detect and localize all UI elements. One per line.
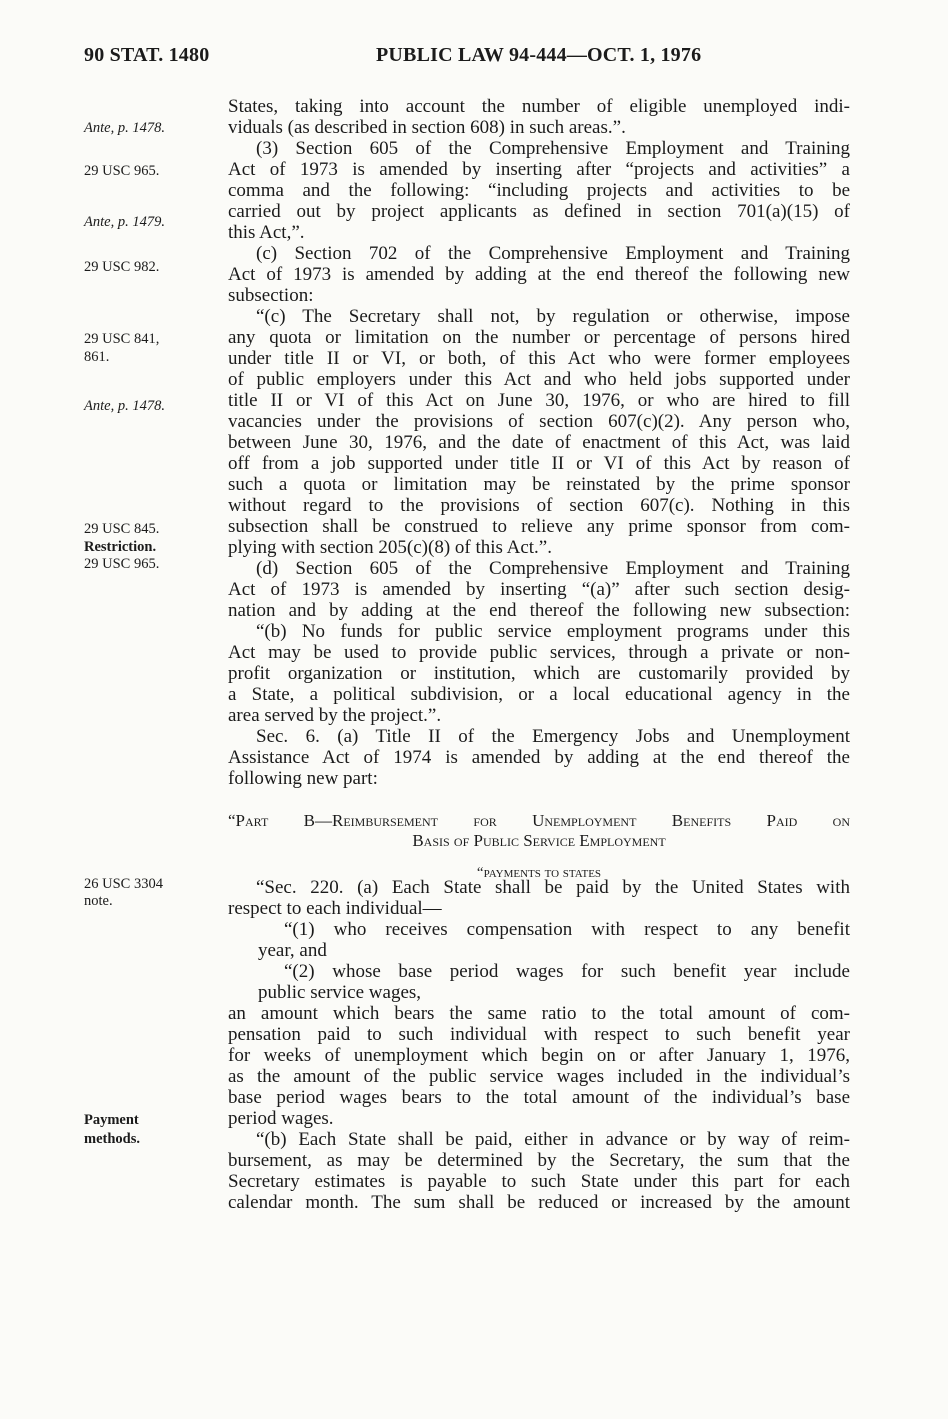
text-line: any quota or limitation on the number or percentage of persons hired <box>228 327 850 348</box>
text-line: viduals (as described in section 608) in such areas.”. <box>228 117 626 138</box>
margin-note: 861. <box>84 349 110 365</box>
text-line: pensation paid to such individual with respect to such benefit year <box>228 1024 850 1045</box>
text-line: “(c) The Secretary shall not, by regulation or otherwise, impose <box>256 306 850 327</box>
running-title: PUBLIC LAW 94-444—OCT. 1, 1976 <box>376 44 702 66</box>
text-line: this Act,”. <box>228 222 305 243</box>
text-line: calendar month. The sum shall be reduced or increased by the amount <box>228 1192 850 1213</box>
text-line: following new part: <box>228 768 378 789</box>
text-line: “(1) who receives compensation with respect to any benefit <box>284 919 850 940</box>
text-line: area served by the project.”. <box>228 705 442 726</box>
text-line: under title II or VI, or both, of this Act who were former employees <box>228 348 850 369</box>
margin-note: Ante, p. 1478. <box>84 120 165 136</box>
text-line: year, and <box>258 940 327 961</box>
section-heading: “payments to states <box>476 865 602 881</box>
text-line: (c) Section 702 of the Comprehensive Employment and Training <box>256 243 850 264</box>
text-line: period wages. <box>228 1108 334 1129</box>
text-line: such a quota or limitation may be reinstated by the prime sponsor <box>228 474 850 495</box>
margin-note: 29 USC 965. <box>84 556 160 572</box>
text-line: Act of 1973 is amended by inserting after “projects and activities” a <box>228 159 850 180</box>
text-line: an amount which bears the same ratio to the total amount of com- <box>228 1003 850 1024</box>
text-line: base period wages bears to the total amount of the individual’s base <box>228 1087 850 1108</box>
text-line: States, taking into account the number of eligible unemployed indi- <box>228 96 850 117</box>
text-line: Act of 1973 is amended by inserting “(a)” after such section desig- <box>228 579 850 600</box>
margin-note: Ante, p. 1478. <box>84 398 165 414</box>
text-line: (d) Section 605 of the Comprehensive Employment and Training <box>256 558 850 579</box>
part-heading-continued: Basis of Public Service Employment <box>412 831 666 850</box>
margin-note: 29 USC 982. <box>84 259 160 275</box>
text-line: respect to each individual— <box>228 898 442 919</box>
margin-note: Restriction. <box>84 539 157 555</box>
text-line: Secretary estimates is payable to such State under this part for each <box>228 1171 850 1192</box>
text-line: Act of 1973 is amended by adding at the end thereof the following new <box>228 264 850 285</box>
text-line: bursement, as may be determined by the Secretary, the sum that the <box>228 1150 850 1171</box>
text-line: comma and the following: “including projects and activities to be <box>228 180 850 201</box>
margin-note: 26 USC 3304 <box>84 876 163 892</box>
text-line: public service wages, <box>258 982 422 1003</box>
text-line: without regard to the provisions of section 607(c). Nothing in this <box>228 495 850 516</box>
text-line: Sec. 6. (a) Title II of the Emergency Jobs and Unemployment <box>256 726 850 747</box>
text-line: (3) Section 605 of the Comprehensive Employment and Training <box>256 138 850 159</box>
text-line: nation and by adding at the end thereof the following new subsection: <box>228 600 850 621</box>
text-line: carried out by project applicants as defined in section 701(a)(15) of <box>228 201 850 222</box>
text-line: subsection shall be construed to relieve any prime sponsor from com- <box>228 516 850 537</box>
text-line: profit organization or institution, which are customarily provided by <box>228 663 850 684</box>
margin-note: Ante, p. 1479. <box>84 214 165 230</box>
text-line: vacancies under the provisions of section 607(c)(2). Any person who, <box>228 411 850 432</box>
margin-note: 29 USC 841, <box>84 331 160 347</box>
page-number-header: 90 STAT. 1480 <box>84 44 210 66</box>
margin-note: note. <box>84 893 113 909</box>
text-line: for weeks of unemployment which begin on or after January 1, 1976, <box>228 1045 850 1066</box>
text-line: Assistance Act of 1974 is amended by adding at the end thereof the <box>228 747 850 768</box>
text-line: Act may be used to provide public services, through a private or non- <box>228 642 850 663</box>
text-line: a State, a political subdivision, or a local educational agency in the <box>228 684 850 705</box>
text-line: between June 30, 1976, and the date of enactment of this Act, was laid <box>228 432 850 453</box>
part-heading: “Part B—Reimbursement for Unemployment Benefits Paid on <box>228 811 850 830</box>
text-line: of public employers under this Act and who held jobs supported under <box>228 369 850 390</box>
margin-note: 29 USC 845. <box>84 521 160 537</box>
text-line: as the amount of the public service wages included in the individual’s <box>228 1066 850 1087</box>
margin-note: methods. <box>84 1131 140 1147</box>
text-line: off from a job supported under title II or VI of this Act by reason of <box>228 453 850 474</box>
text-line: “Sec. 220. (a) Each State shall be paid by the United States with <box>256 877 850 898</box>
margin-note: Payment <box>84 1112 139 1128</box>
text-line: “(2) whose base period wages for such benefit year include <box>284 961 850 982</box>
text-line: title II or VI of this Act on June 30, 1976, or who are hired to fill <box>228 390 850 411</box>
margin-note: 29 USC 965. <box>84 163 160 179</box>
text-line: “(b) Each State shall be paid, either in advance or by way of reim- <box>256 1129 850 1150</box>
text-line: “(b) No funds for public service employment programs under this <box>256 621 850 642</box>
text-line: plying with section 205(c)(8) of this Act.”. <box>228 537 552 558</box>
text-line: subsection: <box>228 285 314 306</box>
